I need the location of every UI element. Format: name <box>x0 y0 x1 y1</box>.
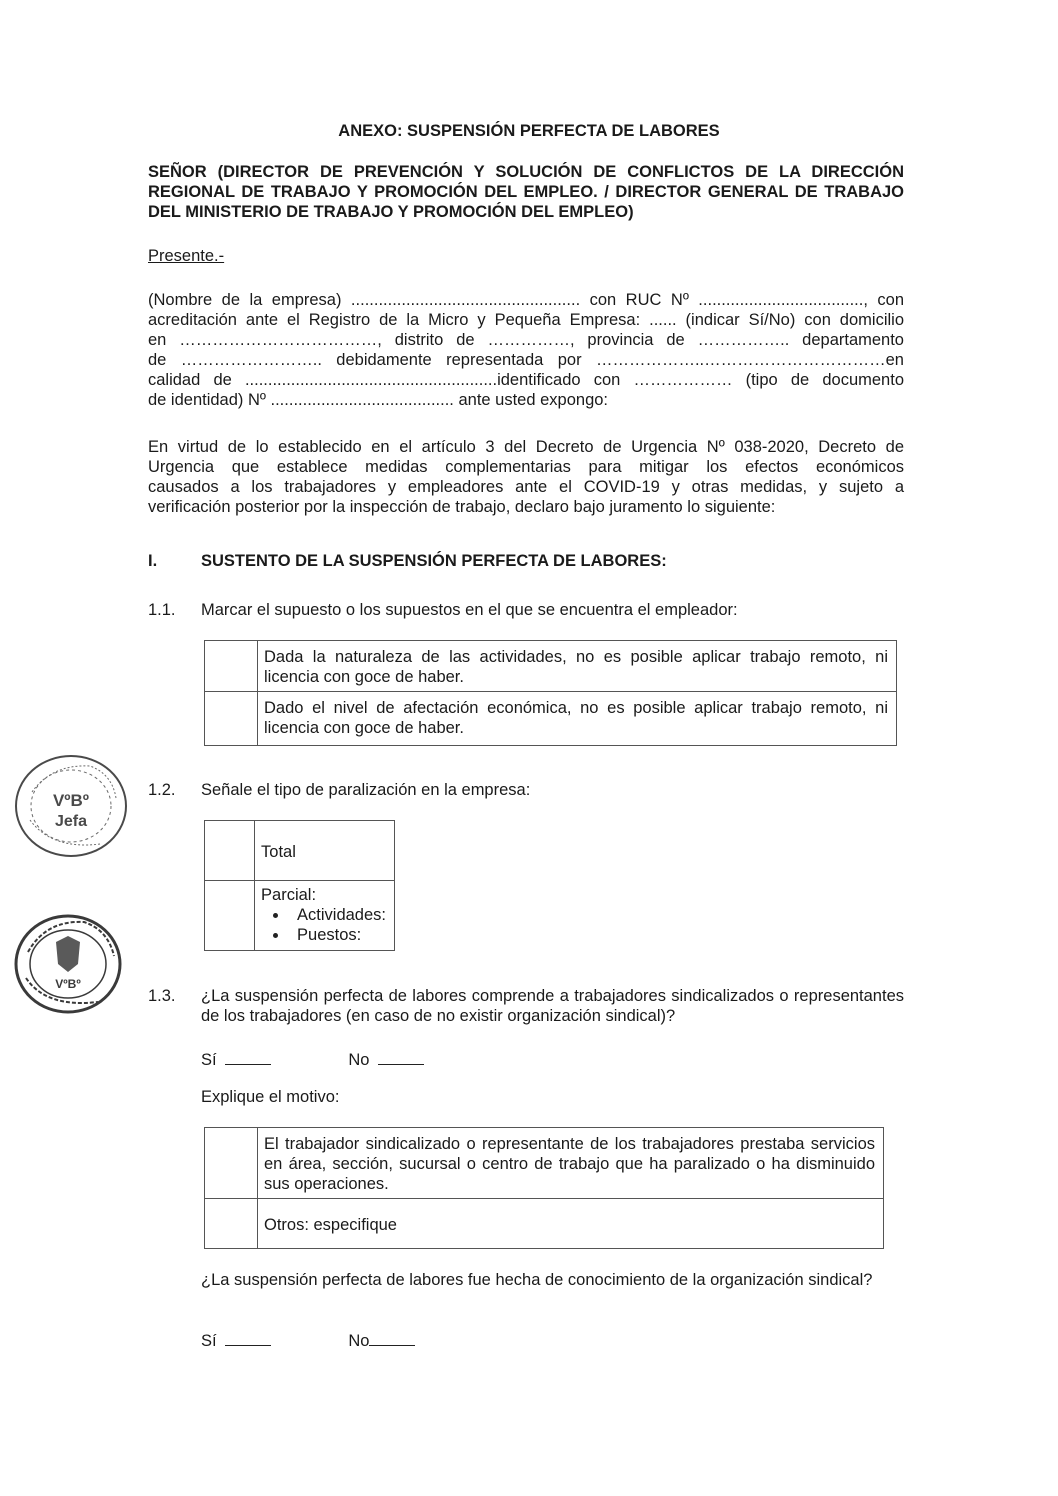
item-number: 1.1. <box>148 601 176 619</box>
checkbox-cell[interactable] <box>205 692 258 746</box>
item-text: Señale el tipo de paralización en la empresa: <box>201 781 531 799</box>
intro-line: acreditación ante el Registro de la Micro y Pequeña Empresa: ...... (indicar Sí/No) con domicilio <box>148 311 904 329</box>
no-blank[interactable] <box>378 1048 424 1065</box>
no-blank[interactable] <box>369 1329 415 1346</box>
partial-item: Puestos: <box>269 925 386 945</box>
declaration-line: causados a los trabajadores y empleadores ante el COVID-19 y otras medidas, y sujeto a <box>148 478 904 496</box>
stamp1-main: VºBº <box>52 791 90 810</box>
presente-label: Presente.- <box>148 247 225 265</box>
section-heading <box>148 551 667 571</box>
option-text: Dado el nivel de afectación económica, no es posible aplicar trabajo remoto, ni licencia con goce de haber. <box>258 692 897 746</box>
item-1-3-question: ¿La suspensión perfecta de labores comprende a trabajadores sindicalizados o representantes de los trabajadores (en caso de no existir organización sindical)? <box>201 987 904 1025</box>
partial-item: Actividades: <box>269 905 386 925</box>
yes-no-answer-2 <box>201 1329 415 1351</box>
checkbox-cell[interactable] <box>205 1128 258 1199</box>
total-label: Total <box>255 821 395 881</box>
no-label: No <box>348 1332 370 1350</box>
section-title: SUSTENTO DE LA SUSPENSIÓN PERFECTA DE LABORES: <box>201 552 667 570</box>
intro-line: calidad de .......................................................identificado con ……………… (tipo de documento <box>148 371 904 389</box>
yes-label: Sí <box>201 1051 217 1069</box>
declaration-paragraph <box>148 437 904 517</box>
checkbox-cell[interactable] <box>205 1199 258 1249</box>
option-text: Dada la naturaleza de las actividades, no es posible aplicar trabajo remoto, ni licencia con goce de haber. <box>258 641 897 692</box>
addressee-block: SEÑOR (DIRECTOR DE PREVENCIÓN Y SOLUCIÓN DE CONFLICTOS DE LA DIRECCIÓN REGIONAL DE TRABAJO Y PROMOCIÓN DEL EMPLEO. / DIRECTOR GENERAL DE TRABAJO DEL MINISTERIO DE TRABAJO Y PROMOCIÓN DEL EMPLEO) <box>148 163 904 221</box>
item-number: 1.3. <box>148 987 176 1005</box>
ministry-seal-icon <box>12 912 124 1016</box>
intro-line: de identidad) Nº ........................................ ante usted expongo: <box>148 391 609 409</box>
intro-line: de …………………….. debidamente representada por ………………..……………………………en <box>148 351 904 369</box>
declaration-line: Urgencia que establece medidas complementarias para mitigar los efectos económicos <box>148 458 904 476</box>
reason-table <box>204 1127 884 1249</box>
stamp1-sub: Jefa <box>54 813 88 830</box>
partial-cell <box>255 881 395 951</box>
yes-no-answer-1 <box>201 1048 424 1070</box>
item-number: 1.2. <box>148 781 176 799</box>
intro-paragraph <box>148 290 904 410</box>
partial-label: Parcial: <box>261 886 317 904</box>
yes-label: Sí <box>201 1332 217 1350</box>
yes-blank[interactable] <box>225 1048 271 1065</box>
item-text: Marcar el supuesto o los supuestos en el que se encuentra el empleador: <box>201 601 738 619</box>
declaration-line: En virtud de lo establecido en el artículo 3 del Decreto de Urgencia Nº 038-2020, Decreto de <box>148 438 904 456</box>
intro-line: en ………………………………, distrito de ……………, provincia de …………….. departamento <box>148 331 904 349</box>
stamp2-main: VºBº <box>55 977 81 991</box>
option-text: Otros: especifique <box>258 1199 884 1249</box>
checkbox-cell[interactable] <box>205 821 255 881</box>
section-number: I. <box>148 552 158 570</box>
document-title: ANEXO: SUSPENSIÓN PERFECTA DE LABORES <box>338 122 720 140</box>
approval-stamp-icon <box>12 752 130 860</box>
declaration-line: verificación posterior por la inspección de trabajo, declaro bajo juramento lo siguiente: <box>148 498 776 516</box>
yes-blank[interactable] <box>225 1329 271 1346</box>
option-text: El trabajador sindicalizado o representante de los trabajadores prestaba servicios en área, sección, sucursal o centro de trabajo que ha paralizado o ha disminuido sus operaciones. <box>258 1128 884 1199</box>
checkbox-cell[interactable] <box>205 881 255 951</box>
no-label: No <box>348 1051 370 1069</box>
union-knowledge-question: ¿La suspensión perfecta de labores fue hecha de conocimiento de la organización sindical? <box>201 1271 873 1289</box>
checkbox-cell[interactable] <box>205 641 258 692</box>
paralysis-type-table <box>204 820 395 951</box>
intro-line: (Nombre de la empresa) .................................................. con RUC Nº ...................................., con <box>148 291 904 309</box>
employer-situation-table <box>204 640 897 746</box>
explain-label: Explique el motivo: <box>201 1088 340 1106</box>
